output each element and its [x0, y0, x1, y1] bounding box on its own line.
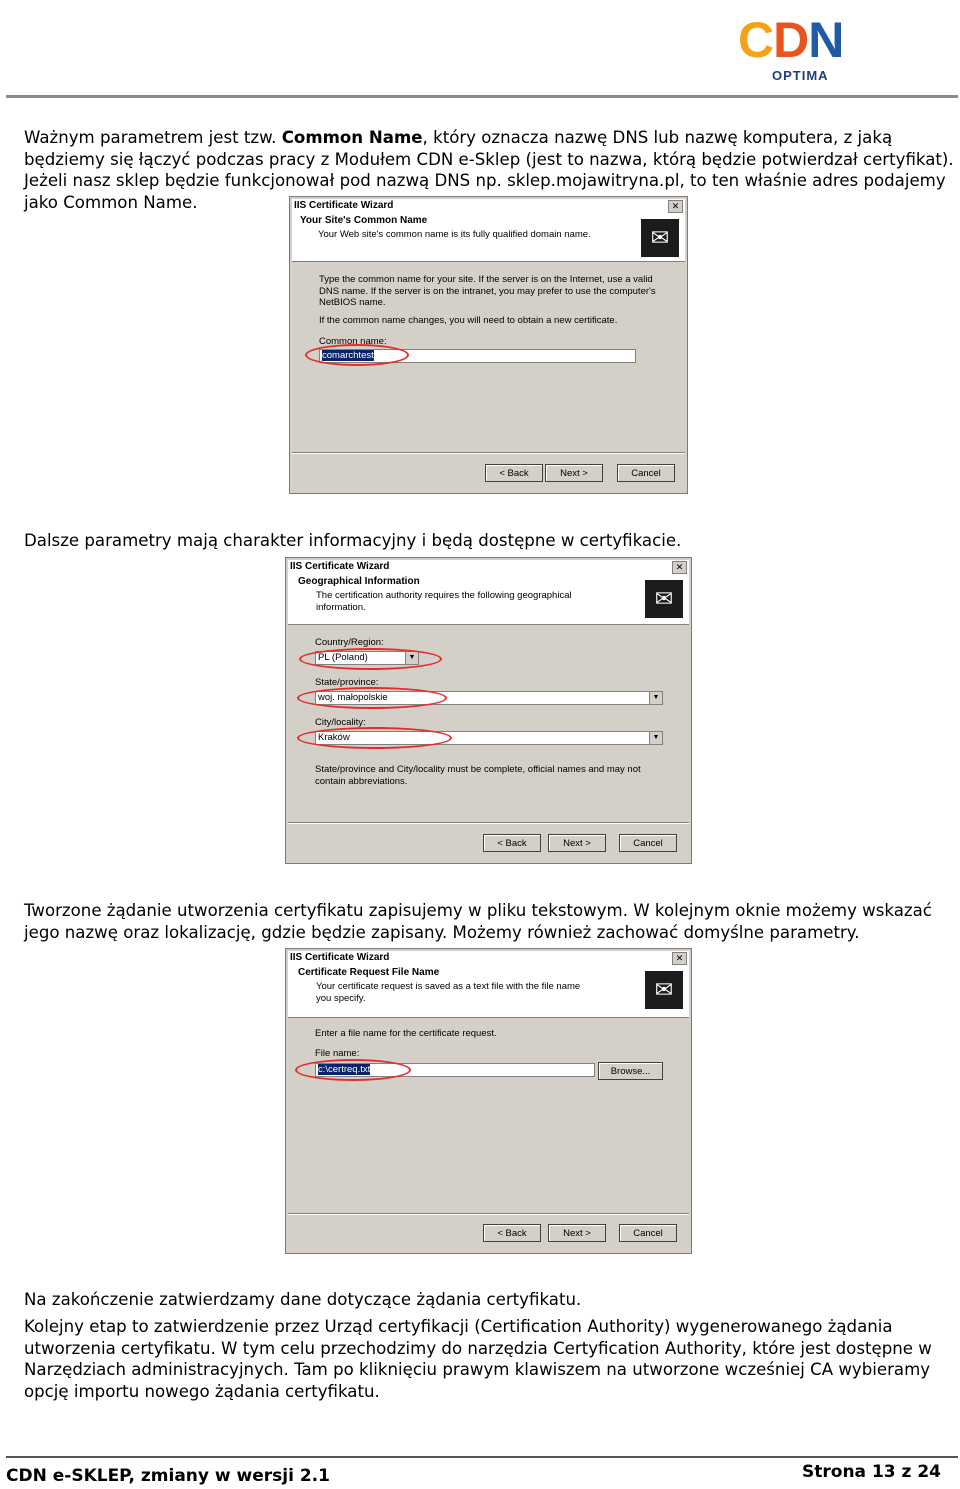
footer-page-number: Strona 13 z 24 — [802, 1462, 941, 1482]
common-name-label: Common name: — [319, 336, 387, 347]
dialog-titlebar — [288, 560, 689, 574]
certificate-wizard-icon: ✉ — [645, 580, 683, 618]
back-button[interactable]: < Back — [483, 834, 541, 852]
paragraph-certification-authority: Kolejny etap to zatwierdzenie przez Urząd certyfikacji (Certification Authority) wygenerowanego żądania utworzenia certyfikatu. W tym celu przechodzimy do narzędzia Certyfication Authority, które jest dostępne w Narzędziach administracyjnych. Tam po kliknięciu prawym klawiszem na utworzone wcześniej CA wybieramy opcję importu nowego żądania certyfikatu. — [24, 1317, 932, 1401]
next-button[interactable]: Next > — [548, 1224, 606, 1242]
para1-bold-term: Common Name — [281, 128, 423, 147]
chevron-down-icon[interactable]: ▼ — [649, 692, 662, 704]
wizard-subheading: The certification authority requires the following geographical information. — [316, 590, 572, 613]
button-divider — [292, 452, 685, 454]
state-label: State/province: — [315, 677, 379, 688]
header-divider — [6, 95, 958, 98]
dialog-request-file-name — [285, 948, 692, 1254]
wizard-heading: Certificate Request File Name — [298, 967, 440, 978]
dialog-title: IIS Certificate Wizard — [290, 952, 390, 963]
wizard-header — [288, 574, 689, 625]
logo-letter-c: C — [738, 12, 774, 68]
logo-subtitle: OPTIMA — [772, 68, 829, 83]
back-button[interactable]: < Back — [485, 464, 543, 482]
chevron-down-icon[interactable]: ▼ — [649, 732, 662, 744]
wizard-subheading: Your Web site's common name is its fully qualified domain name. — [318, 229, 591, 240]
certificate-wizard-icon: ✉ — [641, 219, 679, 257]
file-prompt: Enter a file name for the certificate request. — [315, 1028, 497, 1039]
button-divider — [288, 1213, 689, 1215]
logo-letter-n: N — [808, 12, 844, 68]
next-button[interactable]: Next > — [545, 464, 603, 482]
wizard-header — [288, 965, 689, 1018]
highlight-oval — [297, 727, 452, 749]
cdn-optima-logo — [738, 14, 864, 88]
cancel-button[interactable]: Cancel — [619, 1224, 677, 1242]
close-icon[interactable]: ✕ — [672, 561, 687, 574]
cancel-button[interactable]: Cancel — [619, 834, 677, 852]
highlight-oval — [297, 687, 447, 709]
paragraph-confirm: Na zakończenie zatwierdzamy dane dotyczące żądania certyfikatu. — [24, 1290, 582, 1309]
dialog-geographical-info — [285, 557, 692, 864]
dialog-title: IIS Certificate Wizard — [290, 561, 390, 572]
chevron-down-icon[interactable]: ▼ — [405, 652, 418, 664]
para1-lead: Ważnym parametrem jest tzw. — [24, 128, 282, 147]
close-icon[interactable]: ✕ — [668, 200, 683, 213]
wizard-subheading: Your certificate request is saved as a text file with the file name you specify. — [316, 981, 581, 1004]
highlight-oval — [299, 648, 442, 670]
geo-note: State/province and City/locality must be complete, official names and may not contain abbreviations. — [315, 764, 641, 787]
close-icon[interactable]: ✕ — [672, 952, 687, 965]
button-divider — [288, 822, 689, 824]
wizard-header — [292, 213, 685, 262]
logo-mark — [738, 14, 843, 66]
wizard-heading: Geographical Information — [298, 576, 420, 587]
state-value: woj. małopolskie — [318, 692, 388, 703]
wizard-note: If the common name changes, you will need to obtain a new certificate. — [319, 315, 618, 326]
certificate-wizard-icon: ✉ — [645, 971, 683, 1009]
highlight-oval — [295, 1059, 411, 1081]
highlight-oval — [305, 344, 409, 366]
common-name-value: comarchtest — [322, 350, 374, 361]
file-name-label: File name: — [315, 1048, 360, 1059]
paragraph-request-file: Tworzone żądanie utworzenia certyfikatu zapisujemy w pliku tekstowym. W kolejnym oknie możemy wskazać jego nazwę oraz lokalizację, gdzie będzie zapisany. Możemy również zachować domyślne parametry. — [24, 901, 932, 942]
dialog-titlebar — [288, 951, 689, 965]
wizard-heading: Your Site's Common Name — [300, 215, 428, 226]
footer-document-title: CDN e-SKLEP, zmiany w wersji 2.1 — [6, 1466, 330, 1486]
dialog-common-name — [289, 196, 688, 494]
paragraph-info-params: Dalsze parametry mają charakter informacyjny i będą dostępne w certyfikacie. — [24, 531, 682, 550]
file-name-value: c:\certreq.txt — [318, 1064, 371, 1075]
country-value: PL (Poland) — [318, 652, 368, 663]
browse-button[interactable]: Browse... — [598, 1062, 663, 1080]
wizard-instructions: Type the common name for your site. If the server is on the Internet, use a valid DNS name. If the server is on the intranet, you may prefer to use the computer's NetBIOS name. — [319, 274, 656, 308]
next-button[interactable]: Next > — [548, 834, 606, 852]
back-button[interactable]: < Back — [483, 1224, 541, 1242]
city-label: City/locality: — [315, 717, 366, 728]
dialog-titlebar — [292, 199, 685, 213]
para1-rest: , który oznacza nazwę DNS lub nazwę komputera, z jaką będziemy się łączyć podczas pracy z Modułem CDN e-Sklep (jest to nazwa, którą będzie potwierdzał certyfikat). Jeżeli nasz sklep będzie funkcjonował pod nazwą DNS np. sklep.mojawitryna.pl, to ten właśnie adres podajemy jako Common Name. — [24, 128, 954, 212]
dialog-title: IIS Certificate Wizard — [294, 200, 394, 211]
country-label: Country/Region: — [315, 637, 384, 648]
city-value: Kraków — [318, 732, 350, 743]
cancel-button[interactable]: Cancel — [617, 464, 675, 482]
footer-divider — [6, 1456, 958, 1458]
logo-letter-d: D — [773, 12, 809, 68]
